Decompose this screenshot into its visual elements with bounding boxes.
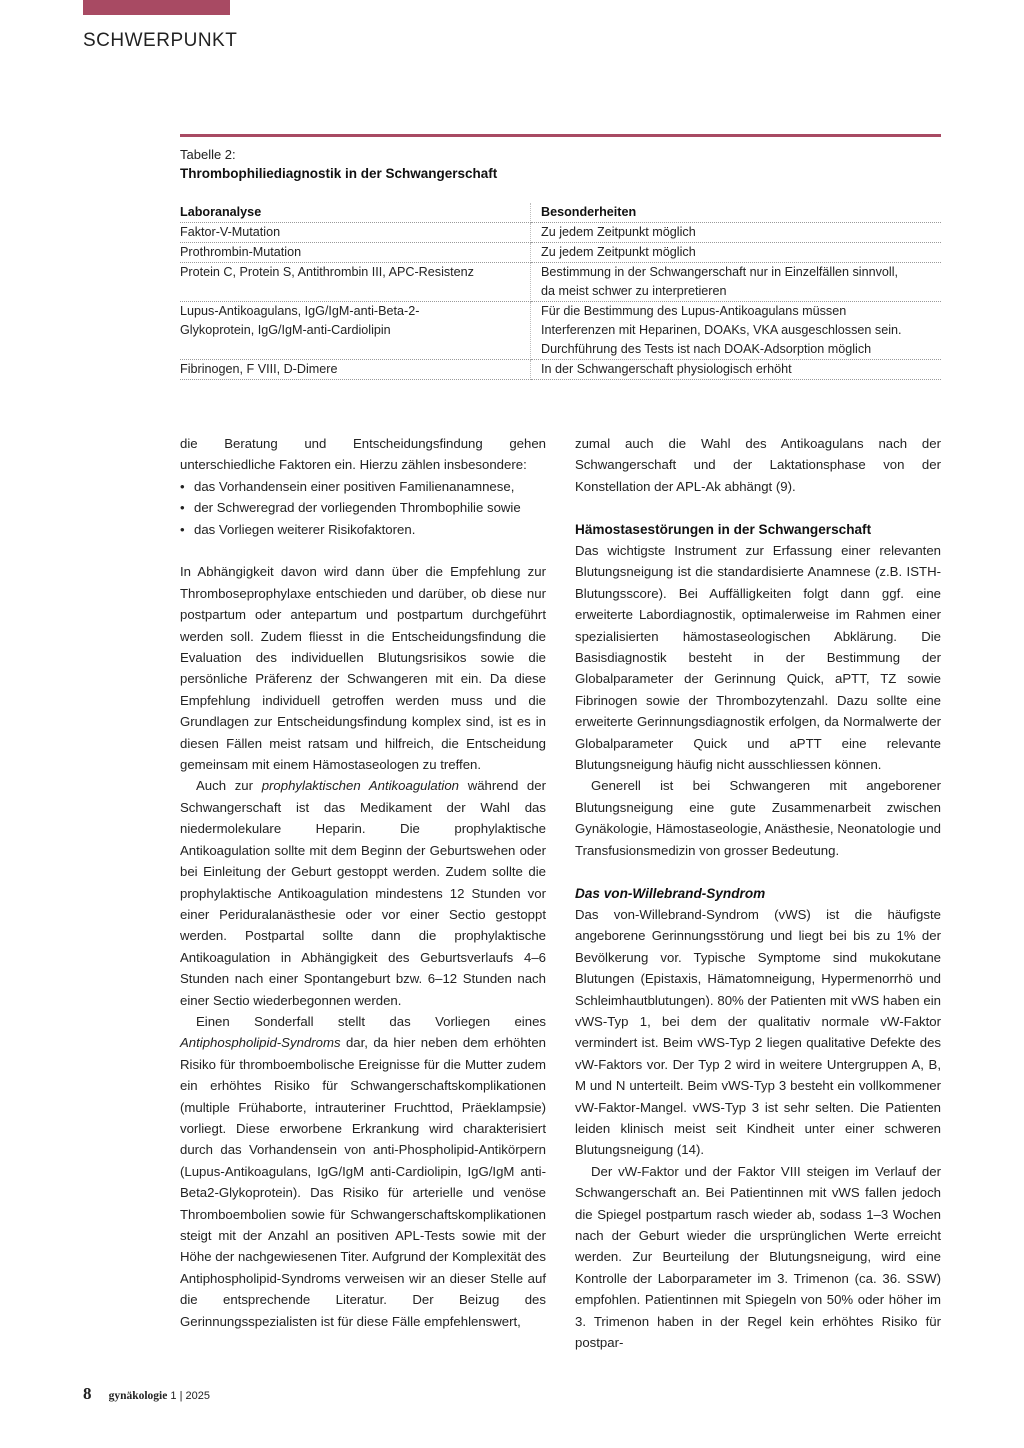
issue-label: 1 | 2025 bbox=[170, 1390, 210, 1402]
cell-line: Zu jedem Zeitpunkt möglich bbox=[541, 225, 696, 239]
table-row bbox=[180, 223, 941, 243]
cell-line: In der Schwangerschaft physiologisch erhöht bbox=[541, 362, 792, 376]
page-footer bbox=[83, 1384, 210, 1404]
analysis-cell bbox=[180, 360, 531, 380]
lab-table bbox=[180, 203, 941, 380]
left-column bbox=[180, 433, 546, 1332]
paragraph-gap bbox=[575, 497, 941, 518]
column-header-analysis: Laboranalyse bbox=[180, 203, 531, 223]
notes-cell bbox=[531, 360, 942, 380]
paragraph bbox=[180, 1011, 546, 1332]
paragraph: In Abhängigkeit davon wird dann über die Empfehlung zur Thromboseprophylaxe entschieden und darüber, ob diese nur postpartum oder antepartum und postpartum durchgeführt werden soll. Zudem fliesst in die Entscheidungsfindung die Evaluation des individuellen Blutungsrisikos sowie die persönliche Präferenz der Schwangeren mit ein. Da diese Empfehlung individuell getroffen werden muss und die Grundlagen zur Entscheidungsfindung komplex sind, ist es in diesen Fällen meist ratsam und hilfreich, die Entscheidung gemeinsam mit einem Hämostaseologen zu treffen. bbox=[180, 564, 546, 773]
section-label: SCHWERPUNKT bbox=[83, 30, 238, 51]
table-title: Thrombophiliediagnostik in der Schwangerschaft bbox=[180, 166, 498, 181]
right-column bbox=[575, 433, 941, 1353]
factor-list bbox=[180, 476, 546, 540]
subsection-heading: Das von-Willebrand-Syndrom bbox=[575, 885, 766, 901]
table-top-rule bbox=[180, 134, 941, 137]
notes-cell bbox=[531, 223, 942, 243]
table-row bbox=[180, 263, 941, 302]
column-header-notes: Besonderheiten bbox=[531, 203, 942, 223]
table-row bbox=[180, 243, 941, 263]
page-number: 8 bbox=[83, 1384, 92, 1403]
cell-line: Glykoprotein, IgG/IgM-anti-Cardiolipin bbox=[180, 323, 391, 337]
analysis-cell bbox=[180, 223, 531, 243]
text-run: Auch zur bbox=[196, 778, 262, 794]
table-body bbox=[180, 223, 941, 380]
intro-paragraph: die Beratung und Entscheidungsfindung gehen unterschiedliche Faktoren ein. Hierzu zählen insbesondere: bbox=[180, 436, 546, 473]
table-row bbox=[180, 302, 941, 360]
table-row bbox=[180, 360, 941, 380]
list-item: • das Vorhandensein einer positiven Familienanamnese, bbox=[180, 476, 546, 497]
paragraph: Das von-Willebrand-Syndrom (vWS) ist die häufigste angeborene Gerinnungsstörung und liegt bei bis zu 1% der Bevölkerung vor. Typische Symptome sind mukokutane Blutungen (Epistaxis, Hämatomneigung, Hypermenorrhö und Schleimhautblutungen). 80% der Patienten mit vWS haben ein vWS-Typ 1, bei dem der qualitativ normale vW-Faktor vermindert ist. Beim vWS-Typ 2 liegen qualitative Defekte des vW-Faktors vor. Der Typ 2 wird in weitere Untergruppen A, B, M und N unterteilt. Beim vWS-Typ 3 besteht ein vollkommener vW-Faktor-Mangel. vWS-Typ 3 ist sehr selten. Die Patienten leiden klinisch meist seit Kindheit unter einer schweren Blutungsneigung (14). bbox=[575, 906, 941, 1158]
emphasis: Antiphospholipid-Syndroms bbox=[180, 1035, 341, 1051]
paragraph: zumal auch die Wahl des Antikoagulans nach der Schwangerschaft und der Laktationsphase von der Konstellation der APL-Ak abhängt (9). bbox=[575, 436, 941, 494]
paragraph-gap bbox=[575, 861, 941, 882]
paragraph: Generell ist bei Schwangeren mit angeborener Blutungsneigung eine gute Zusammenarbeit zwischen Gynäkologie, Hämostaseologie, Anästhesie, Neonatologie und Transfusionsmedizin von grosser Bedeutung. bbox=[575, 778, 941, 858]
cell-line: Protein C, Protein S, Antithrombin III, APC-Resistenz bbox=[180, 265, 474, 279]
text-run: während der Schwangerschaft ist das Medikament der Wahl das niedermolekulare Heparin. Die prophylaktische Antikoagulation sollte mit dem Beginn der Geburtswehen oder bei Einleitung der Geburt gestoppt werden. Zudem sollte die prophylaktische Antikoagulation mindestens 12 Stunden vor einer Periduralanästhesie oder vor einer Sectio gestoppt werden. Postpartal sollte dann die prophylaktische Antikoagulation in Abhängigkeit des Geburtsverlaufs 4–6 Stunden nach einer Spontangeburt bzw. 6–12 Stunden nach einer Sectio wiederbegonnen werden. bbox=[180, 778, 546, 1008]
accent-bar bbox=[83, 0, 230, 15]
journal-name: gynäkologie bbox=[108, 1390, 168, 1402]
section-heading: Hämostasestörungen in der Schwangerschaft bbox=[575, 521, 872, 537]
cell-line: Interferenzen mit Heparinen, DOAKs, VKA ausgeschlossen sein. bbox=[541, 323, 902, 337]
paragraph: Der vW-Faktor und der Faktor VIII steigen im Verlauf der Schwangerschaft an. Bei Patientinnen mit vWS fallen jedoch die Spiegel postpartum rasch wieder ab, sodass 1–3 Wochen nach der Geburt wieder die ursprünglichen Werte erreicht werden. Zur Beurteilung der Blutungsneigung, wird eine Kontrolle der Laborparameter im 3. Trimenon (ca. 36. SSW) empfohlen. Patientinnen mit Spiegeln von 50% oder höher im 3. Trimenon haben in der Regel kein erhöhtes Risiko für postpar- bbox=[575, 1163, 941, 1351]
table-header-row bbox=[180, 203, 941, 223]
paragraph: Das wichtigste Instrument zur Erfassung einer relevanten Blutungsneigung ist die standardisierte Anamnese (z.B. ISTH-Blutungsscore). Bei Auffälligkeiten folgt dann ggf. eine erweiterte Labordiagnostik, optimalerweise im Rahmen einer spezialisierten hämostaseologischen Abklärung. Die Basisdiagnostik besteht in der Bestimmung der Globalparameter der Gerinnung Quick, aPTT, TZ sowie Fibrinogen sowie der Thrombozytenzahl. Dazu sollte eine erweiterte Gerinnungsdiagnostik erfolgen, da Normalwerte der Globalparameter Quick und aPTT eine relevante Blutungsneigung häufig nicht ausschliessen können. bbox=[575, 543, 941, 773]
table-block bbox=[180, 134, 941, 380]
analysis-cell bbox=[180, 243, 531, 263]
emphasis: prophylaktischen Antikoagulation bbox=[261, 778, 460, 794]
cell-line: Prothrombin-Mutation bbox=[180, 245, 302, 259]
notes-cell bbox=[531, 243, 942, 263]
cell-line: Für die Bestimmung des Lupus-Antikoagulans müssen bbox=[541, 304, 847, 318]
notes-cell bbox=[531, 263, 942, 302]
analysis-cell bbox=[180, 302, 531, 360]
cell-line: Faktor-V-Mutation bbox=[180, 225, 281, 239]
cell-line: Durchführung des Tests ist nach DOAK-Adsorption möglich bbox=[541, 342, 872, 356]
list-item: • der Schweregrad der vorliegenden Thrombophilie sowie bbox=[180, 497, 546, 518]
cell-line: Bestimmung in der Schwangerschaft nur in Einzelfällen sinnvoll, bbox=[541, 265, 899, 279]
table-caption: Tabelle 2: bbox=[180, 147, 236, 162]
analysis-cell bbox=[180, 263, 531, 302]
list-item: • das Vorliegen weiterer Risikofaktoren. bbox=[180, 519, 546, 540]
text-run: Einen Sonderfall stellt das Vorliegen eines bbox=[196, 1013, 546, 1029]
text-run: dar, da hier neben dem erhöhten Risiko für thromboembolische Ereignisse für die Mutter zudem ein erhöhtes Risiko für Schwangerschaftskomplikationen (multiple Frühaborte, intrauteriner Fruchttod, Präeklampsie) vorliegt. Diese erworbene Erkrankung wird charakterisiert durch das Vorhandensein von anti-Phospholipid-Antikörpern (Lupus-Antikoagulans, IgG/IgM anti-Cardiolipin, IgG/IgM anti-Beta2-Glykoprotein). Das Risiko für arterielle und venöse Thromboembolien sowie für Schwangerschaftskomplikationen steigt mit der Anzahl an positiven APL-Tests sowie mit der Höhe der nachgewiesenen Titer. Aufgrund der Komplexität des Antiphospholipid-Syndroms verweisen wir an dieser Stelle auf die entsprechende Literatur. Der Beizug des Gerinnungsspezialisten ist für diese Fälle empfehlenswert, bbox=[180, 1035, 546, 1329]
paragraph-gap bbox=[180, 540, 546, 561]
cell-line: Lupus-Antikoagulans, IgG/IgM-anti-Beta-2- bbox=[180, 304, 420, 318]
cell-line: da meist schwer zu interpretieren bbox=[541, 284, 727, 298]
cell-line: Zu jedem Zeitpunkt möglich bbox=[541, 245, 696, 259]
paragraph bbox=[180, 775, 546, 1010]
notes-cell bbox=[531, 302, 942, 360]
cell-line: Fibrinogen, F VIII, D-Dimere bbox=[180, 362, 338, 376]
